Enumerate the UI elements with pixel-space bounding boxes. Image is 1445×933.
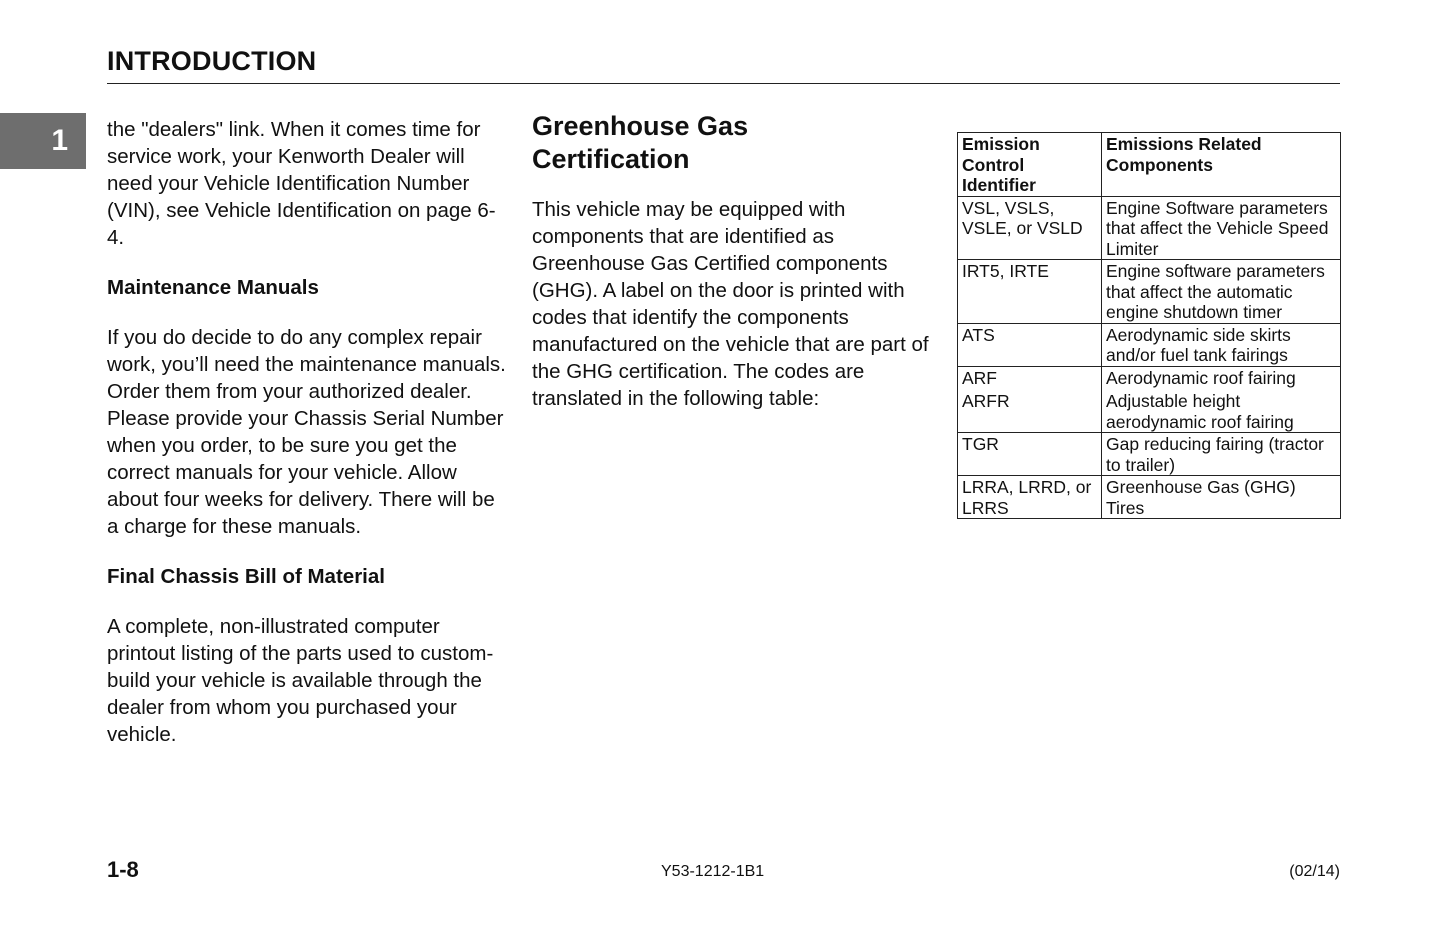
table-cell-components: Engine software parameters that affect the automatic engine shutdown timer [1102, 260, 1341, 324]
table-cell-components [1102, 366, 1341, 433]
table-row [958, 433, 1341, 476]
table-cell-code-arfr: ARFR [962, 391, 1010, 411]
table-cell-code [958, 366, 1102, 433]
header-divider [107, 83, 1340, 84]
table-cell-code-arf: ARF [962, 367, 997, 388]
table-cell-components-arf: Aerodynamic roof fairing [1106, 367, 1296, 388]
table-cell-code: VSL, VSLS, VSLE, or VSLD [958, 196, 1102, 260]
maintenance-manuals-paragraph: If you do decide to do any complex repair work, you’ll need the maintenance manuals. Order them from your authorized dealer. Please provide your Chassis Serial Number when you order, to be sure you get the correct manuals for your vehicle. Allow about four weeks for delivery. There will be a charge for these manuals. [107, 326, 506, 538]
table-header-identifier: Emission Control Identifier [958, 133, 1102, 197]
table-header-row [958, 133, 1341, 197]
bill-of-material-heading: Final Chassis Bill of Material [107, 565, 385, 588]
table-cell-code: IRT5, IRTE [958, 260, 1102, 324]
maintenance-manuals-heading: Maintenance Manuals [107, 276, 319, 299]
table-header-components: Emissions Related Components [1102, 133, 1341, 197]
table-row [958, 323, 1341, 366]
ghg-certification-paragraph: This vehicle may be equipped with components that are identified as Greenhouse Gas Certified components (GHG). A label on the door is printed with codes that identify the components manufactured on the vehicle that are part of the GHG certification. The codes are translated in the following table: [532, 198, 929, 410]
table-row [958, 476, 1341, 519]
table-cell-code: ATS [958, 323, 1102, 366]
chapter-tab-number: 1 [51, 124, 68, 157]
intro-paragraph: the "dealers" link. When it comes time for service work, your Kenworth Dealer will need your Vehicle Identification Number (VIN), see Vehicle Identification on page 6-4. [107, 118, 496, 249]
left-column [107, 116, 507, 748]
table-row [958, 260, 1341, 324]
table-cell-components: Engine Software parameters that affect the Vehicle Speed Limiter [1102, 196, 1341, 260]
table-cell-components-arfr: Adjustable height aerodynamic roof fairing [1106, 391, 1294, 432]
bill-of-material-paragraph: A complete, non-illustrated computer printout listing of the parts used to custom-build your vehicle is available through the dealer from whom you purchased your vehicle. [107, 615, 494, 746]
table-cell-components: Greenhouse Gas (GHG) Tires [1102, 476, 1341, 519]
footer-page-number: 1-8 [107, 857, 139, 882]
table-cell-components: Aerodynamic side skirts and/or fuel tank fairings [1102, 323, 1341, 366]
table-cell-components: Gap reducing fairing (tractor to trailer) [1102, 433, 1341, 476]
page-header-title: INTRODUCTION [107, 46, 317, 76]
table-cell-code: LRRA, LRRD, or LRRS [958, 476, 1102, 519]
middle-column [532, 110, 932, 412]
chapter-tab [0, 113, 86, 169]
ghg-certification-heading: Greenhouse Gas Certification [532, 111, 749, 174]
table-cell-code: TGR [958, 433, 1102, 476]
table-row [958, 366, 1341, 433]
footer-document-id: Y53-1212-1B1 [661, 863, 765, 880]
footer-date: (02/14) [1289, 863, 1340, 880]
ghg-codes-table [957, 132, 1341, 519]
table-row [958, 196, 1341, 260]
